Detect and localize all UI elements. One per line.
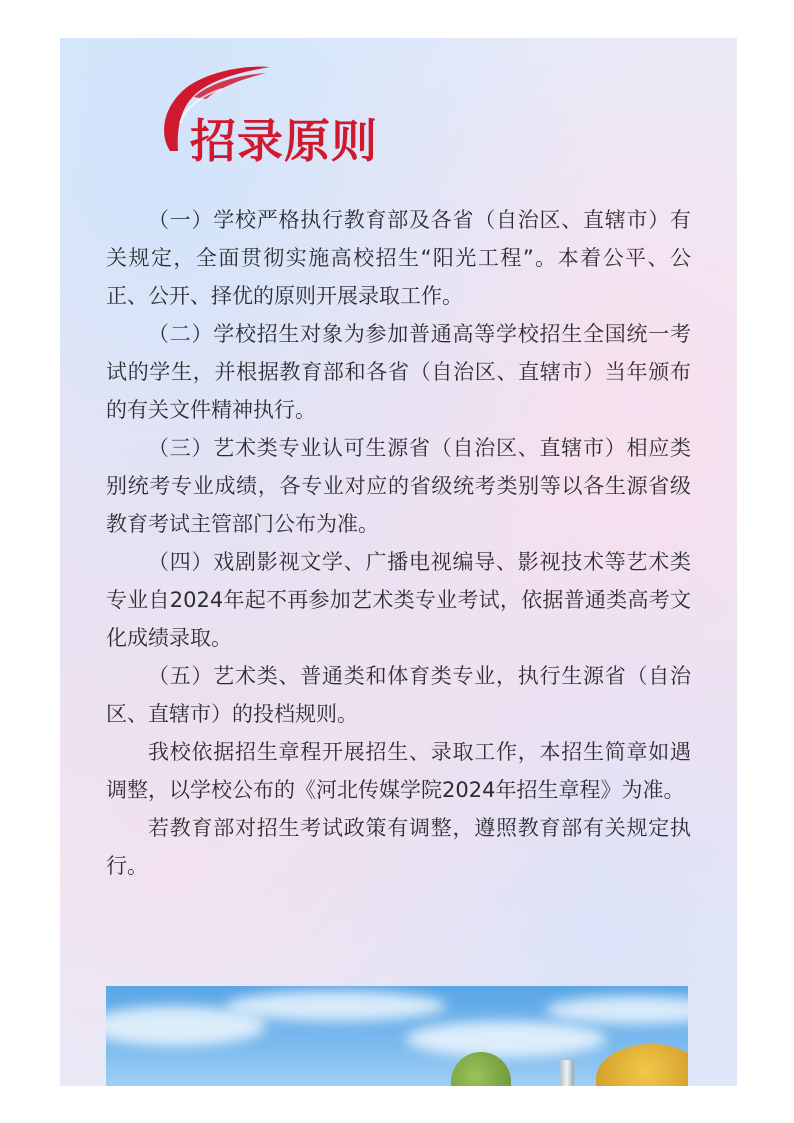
paragraph-4: （四）戏剧影视文学、广播电视编导、影视技术等艺术类专业自2024年起不再参加艺术类专业考试，依据普通类高考文化成绩录取。 [106, 550, 691, 650]
campus-photo [106, 986, 688, 1086]
section-title: 招录原则 [190, 114, 378, 168]
paragraph-2: （二）学校招生对象为参加普通高等学校招生全国统一考试的学生，并根据教育部和各省（自治区、直辖市）当年颁布的有关文件精神执行。 [106, 322, 691, 422]
brochure-page [60, 38, 737, 1086]
paragraph-3: （三）艺术类专业认可生源省（自治区、直辖市）相应类别统考专业成绩，各专业对应的省级统考类别等以各生源省级教育考试主管部门公布为准。 [106, 436, 691, 536]
paragraph-7: 若教育部对招生考试政策有调整，遵照教育部有关规定执行。 [106, 816, 691, 878]
paragraph-5: （五）艺术类、普通类和体育类专业，执行生源省（自治区、直辖市）的投档规则。 [106, 664, 691, 726]
paragraph-6: 我校依据招生章程开展招生、录取工作，本招生简章如遇调整，以学校公布的《河北传媒学院2024年招生章程》为准。 [106, 740, 691, 802]
section-header [150, 63, 410, 168]
admission-principles-text [106, 201, 691, 885]
paragraph-1: （一）学校严格执行教育部及各省（自治区、直辖市）有关规定，全面贯彻实施高校招生“阳光工程”。本着公平、公正、公开、择优的原则开展录取工作。 [106, 208, 691, 308]
